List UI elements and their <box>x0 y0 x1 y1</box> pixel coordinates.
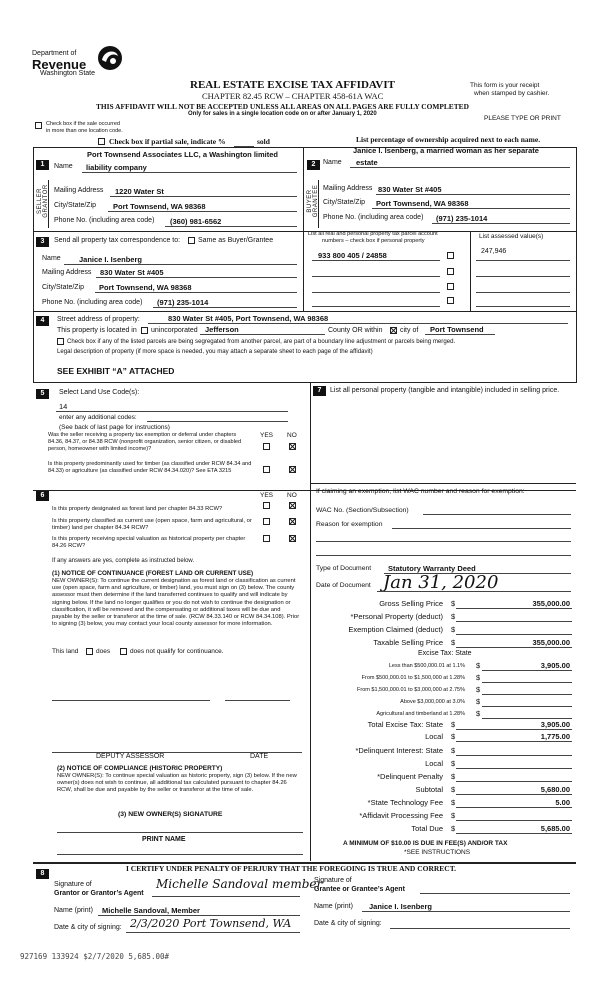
gross-label: Gross Selling Price <box>379 599 443 608</box>
delinq-interest-local-label: Local <box>425 759 443 768</box>
s6-no: NO <box>287 492 297 499</box>
total-state-value[interactable]: 3,905.00 <box>540 720 570 729</box>
seller-phone-label: Phone No. (including area code) <box>54 217 155 224</box>
buyer-mailing[interactable]: 830 Water St #405 <box>378 185 442 194</box>
page-title: REAL ESTATE EXCISE TAX AFFIDAVIT <box>190 79 395 91</box>
within-city-checkbox[interactable] <box>390 327 397 334</box>
grantee-date-city-line[interactable] <box>390 928 570 929</box>
assessed-line <box>476 260 570 261</box>
section-badge-3: 3 <box>36 237 49 247</box>
exhibit-note[interactable]: SEE EXHIBIT “A” ATTACHED <box>57 366 175 376</box>
grantor-date-city-underline <box>126 932 300 933</box>
tier4-label: Above $3,000,000 at 3.0% <box>400 699 465 705</box>
dor-swirl-icon <box>96 44 124 72</box>
dollar-sign: $ <box>476 673 481 682</box>
amount-line <box>456 807 572 808</box>
personal-property-checkbox-1[interactable] <box>447 252 454 259</box>
parcel-line <box>312 260 440 261</box>
does-not-label: does not qualify for continuance. <box>130 648 224 655</box>
total-due-value[interactable]: 5,685.00 <box>540 824 570 833</box>
parcel-header-1: List all real and personal property tax parcel account <box>308 231 438 237</box>
s3-phone[interactable]: (971) 235-1014 <box>157 298 209 307</box>
parcel-number[interactable]: 933 800 405 / 24858 <box>318 251 387 260</box>
s5-q1-yes-checkbox[interactable] <box>263 443 270 450</box>
seller-city-underline <box>108 211 297 212</box>
s3-city-underline <box>95 292 297 293</box>
county-label: County OR within <box>328 327 383 334</box>
total-due-label: Total Due <box>411 824 443 833</box>
only-for-line: Only for sales in a single location code on or after January 1, 2020 <box>188 111 377 117</box>
s3-city[interactable]: Port Townsend, WA 98368 <box>99 283 192 292</box>
personal-deduct-line[interactable] <box>456 621 572 622</box>
grantee-sig-label-2: Grantee or Grantee’s Agent <box>314 886 405 893</box>
grid-line <box>303 147 304 311</box>
parcel-line <box>312 292 440 293</box>
seller-mailing-label: Mailing Address <box>54 187 104 194</box>
s6-q3-no-checkbox[interactable] <box>289 535 296 542</box>
gross-value[interactable]: 355,000.00 <box>532 599 570 608</box>
buyer-name-line1[interactable]: Janice I. Isenberg, a married woman as her separate <box>353 146 539 155</box>
wac-label: WAC No. (Section/Subsection) <box>316 507 409 514</box>
wac-line[interactable] <box>423 514 571 515</box>
section-badge-1: 1 <box>36 160 49 170</box>
street-label: Street address of property: <box>57 316 140 323</box>
amount-line <box>456 794 572 795</box>
does-label: does <box>96 648 111 655</box>
partial-sold-label: sold <box>257 137 270 146</box>
multi-location-checkbox[interactable] <box>35 122 42 129</box>
assessed-line <box>476 292 570 293</box>
delinq-interest-state-line[interactable] <box>456 755 572 756</box>
grantee-sig-label-1: Signature of <box>314 877 352 884</box>
exemption-deduct-line[interactable] <box>456 634 572 635</box>
same-as-buyer-label: Same as Buyer/Grantee <box>198 237 274 244</box>
buyer-city-label: City/State/Zip <box>323 199 366 206</box>
logo-line3: Washington State <box>40 70 95 77</box>
dollar-sign: $ <box>451 759 456 768</box>
grantee-name[interactable]: Janice I. Isenberg <box>369 902 432 911</box>
additional-codes-label: enter any additional codes: <box>59 414 137 421</box>
dollar-sign: $ <box>451 638 456 647</box>
s3-mailing-underline <box>96 277 297 278</box>
s3-mailing[interactable]: 830 Water St #405 <box>100 268 164 277</box>
tier5-line[interactable] <box>482 718 572 719</box>
seller-phone-underline <box>165 226 297 227</box>
please-type: PLEASE TYPE OR PRINT <box>484 115 561 122</box>
grid-line <box>33 311 576 312</box>
dollar-sign: $ <box>451 732 456 741</box>
county-value[interactable]: Jefferson <box>205 325 239 334</box>
tier3-line[interactable] <box>482 694 572 695</box>
s6-q2-no-checkbox[interactable] <box>289 518 296 525</box>
ownership-note: List percentage of ownership acquired next to each name. <box>356 135 541 144</box>
grantor-signature-line <box>152 896 300 897</box>
unincorporated-label: unincorporated <box>151 327 198 334</box>
dollar-sign: $ <box>451 612 456 621</box>
dollar-sign: $ <box>476 709 481 718</box>
deputy-signature-line[interactable] <box>52 700 210 701</box>
s3-phone-label: Phone No. (including area code) <box>42 299 143 306</box>
doc-date-underline <box>377 591 571 592</box>
assessed-line <box>476 276 570 277</box>
doc-type-label: Type of Document <box>316 565 372 572</box>
grid-line <box>33 147 34 383</box>
doc-date-label: Date of Document <box>316 582 371 589</box>
personal-property-checkbox-3[interactable] <box>447 283 454 290</box>
subtotal-value[interactable]: 5,680.00 <box>540 785 570 794</box>
amount-line <box>456 741 572 742</box>
affidavit-fee-line[interactable] <box>456 820 572 821</box>
additional-codes-underline[interactable] <box>147 421 288 422</box>
tech-fee-label: *State Technology Fee <box>367 798 443 807</box>
excise-header: Excise Tax: State <box>418 650 472 657</box>
s5-q2-yes-checkbox[interactable] <box>263 466 270 473</box>
doc-date[interactable]: Jan 31, 2020 <box>383 572 499 593</box>
s3-city-label: City/State/Zip <box>42 284 85 291</box>
segregated-note: Check box if any of the listed parcels are being segregated from another parcel, are part of a boundary line adjustment or parcels being merged. <box>67 338 456 345</box>
parcel-header-2: numbers – check box if personal property <box>322 238 425 244</box>
delinq-interest-local-line[interactable] <box>456 768 572 769</box>
grantee-name-label: Name (print) <box>314 903 353 910</box>
dollar-sign: $ <box>476 661 481 670</box>
partial-sale-label: Check box if partial sale, indicate % <box>109 137 226 146</box>
section-badge-4: 4 <box>36 316 49 326</box>
amount-line <box>456 833 572 834</box>
dollar-sign: $ <box>451 720 456 729</box>
personal-deduct-label: *Personal Property (deduct) <box>350 612 443 621</box>
partial-sale-checkbox[interactable] <box>98 138 105 145</box>
grid-line <box>318 180 319 228</box>
section-badge-5: 5 <box>36 389 49 399</box>
seller-city[interactable]: Port Townsend, WA 98368 <box>113 202 206 211</box>
new-owner-signature-line[interactable] <box>57 832 303 833</box>
does-not-checkbox[interactable] <box>120 648 127 655</box>
new-owner-signature-label: (3) NEW OWNER(S) SIGNATURE <box>118 811 223 818</box>
if-yes-note: If any answers are yes, complete as instructed below. <box>52 558 195 564</box>
cashier-stamp: 927169 133924 $2/7/2020 5,685.00# <box>20 952 170 961</box>
county-underline <box>200 334 325 335</box>
s5-q2-no-checkbox[interactable] <box>289 466 296 473</box>
s5-yes: YES <box>260 432 274 439</box>
grantor-signature[interactable]: Michelle Sandoval member <box>156 877 323 891</box>
amount-line <box>482 670 572 671</box>
city-value[interactable]: Port Townsend <box>430 325 484 334</box>
dollar-sign: $ <box>451 824 456 833</box>
local-label: Local <box>425 732 443 741</box>
reason-label: Reason for exemption <box>316 521 383 528</box>
grantor-date-city-label: Date & city of signing: <box>54 924 122 931</box>
grid-line <box>33 231 576 232</box>
total-state-label: Total Excise Tax: State <box>367 720 443 729</box>
parcel-line <box>312 276 440 277</box>
grantor-name-label: Name (print) <box>54 907 93 914</box>
section-badge-6: 6 <box>36 491 49 501</box>
buyer-side-label: BUYER GRANTEE <box>307 184 319 218</box>
notice1-title: (1) NOTICE OF CONTINUANCE (FOREST LAND OR CURRENT USE) <box>52 570 254 577</box>
city-underline <box>425 334 495 335</box>
tier4-line[interactable] <box>482 706 572 707</box>
print-name-label: PRINT NAME <box>142 836 186 843</box>
seller-name-line2[interactable]: liability company <box>86 163 147 172</box>
dollar-sign: $ <box>451 772 456 781</box>
s6-q3-yes-checkbox[interactable] <box>263 535 270 542</box>
seller-side-label: SELLER GRANTOR <box>37 184 49 218</box>
same-as-buyer-checkbox[interactable] <box>188 237 195 244</box>
delinq-penalty-line[interactable] <box>456 781 572 782</box>
amount-line <box>456 729 572 730</box>
dollar-sign: $ <box>451 599 456 608</box>
buyer-mailing-label: Mailing Address <box>323 185 373 192</box>
amount-line <box>456 647 572 648</box>
grantee-name-underline <box>362 911 570 912</box>
print-name-line[interactable] <box>57 854 303 855</box>
delinq-interest-state-label: *Delinquent Interest: State <box>355 746 443 755</box>
land-use-underline <box>56 411 288 412</box>
street-underline <box>148 323 568 324</box>
buyer-city-underline <box>372 208 570 209</box>
grid-line <box>576 147 577 383</box>
grantor-date-city[interactable]: 2/3/2020 Port Townsend, WA <box>130 917 292 930</box>
grid-line <box>48 180 49 228</box>
tier5-label: Agricultural and timberland at 1.28% <box>376 711 465 717</box>
s5-question-1: Was the seller receiving a property tax exemption or deferral under chapters 84.36, 84.37, or 84.38 RCW (nonprofit organization, senior citizen, or disabled person, homeowner with limited income)? <box>48 432 242 452</box>
street-address[interactable]: 830 Water St #405, Port Townsend, WA 98368 <box>168 314 329 323</box>
seller-name-line1[interactable]: Port Townsend Associates LLC, a Washington limited <box>87 150 278 159</box>
amount-line <box>456 608 572 609</box>
seller-phone[interactable]: (360) 981-6562 <box>170 217 222 226</box>
section-badge-7: 7 <box>313 386 326 396</box>
warning-line: THIS AFFIDAVIT WILL NOT BE ACCEPTED UNLESS ALL AREAS ON ALL PAGES ARE FULLY COMPLETED <box>96 102 469 111</box>
seller-mailing[interactable]: 1220 Water St <box>115 187 164 196</box>
buyer-name-underline <box>350 167 570 168</box>
s5-no: NO <box>287 432 297 439</box>
grantor-name-underline <box>98 915 300 916</box>
minimum-note: A MINIMUM OF $10.00 IS DUE IN FEE(S) AND/OR TAX <box>343 840 508 847</box>
seller-name-underline <box>82 172 297 173</box>
seller-city-label: City/State/Zip <box>54 202 97 209</box>
tier3-label: From $1,500,000.01 to $3,000,000 at 2.75% <box>357 687 465 693</box>
see-back-note: (See back of last page for instructions) <box>59 424 170 431</box>
s3-name-label: Name <box>42 255 61 262</box>
s6-q1-no-checkbox[interactable] <box>289 502 296 509</box>
s6-q1-yes-checkbox[interactable] <box>263 502 270 509</box>
dollar-sign: $ <box>451 798 456 807</box>
personal-property-checkbox-4[interactable] <box>447 297 454 304</box>
chapter-line: CHAPTER 82.45 RCW – CHAPTER 458-61A WAC <box>202 91 384 101</box>
s6-question-2: Is this property classified as current use (open space, farm and agricultural, or timber) land per chapter 84.34 RCW? <box>52 518 252 531</box>
affidavit-fee-label: *Affidavit Processing Fee <box>359 811 443 820</box>
s5-question-2: Is this property predominantly used for timber (as classified under RCW 84.34 and 84.33) or agriculture (as classified under RCW 84.34.020)? See ETA 3215 <box>48 461 252 474</box>
section-badge-8: 8 <box>36 869 49 879</box>
grantor-name[interactable]: Michelle Sandoval, Member <box>102 906 200 915</box>
s3-mailing-label: Mailing Address <box>42 269 92 276</box>
grid-line <box>310 383 311 861</box>
assessed-line <box>476 306 570 307</box>
logo-line1: Department of <box>32 50 77 57</box>
grantor-sig-label-1: Signature of <box>54 881 92 888</box>
tier1-value[interactable]: 3,905.00 <box>540 661 570 670</box>
s6-q2-yes-checkbox[interactable] <box>263 518 270 525</box>
city-of-label: city of <box>400 327 419 334</box>
dollar-sign: $ <box>476 697 481 706</box>
multi-location-label: Check box if the sale occurred <box>46 121 120 127</box>
land-use-code[interactable]: 14 <box>59 402 68 411</box>
seller-mailing-underline <box>110 196 297 197</box>
buyer-phone-label: Phone No. (including area code) <box>323 214 424 221</box>
s6-yes: YES <box>260 492 274 499</box>
buyer-name-line2[interactable]: estate <box>356 158 378 167</box>
receipt-note-2: when stamped by cashier. <box>474 90 550 97</box>
deputy-label: DEPUTY ASSESSOR <box>96 753 165 760</box>
legal-note: Legal description of property (if more space is needed, you may attach a separate sheet to each page of the affidavit) <box>57 348 373 355</box>
grantee-signature-line[interactable] <box>420 893 570 894</box>
reason-line-3[interactable] <box>316 555 571 556</box>
buyer-phone-underline <box>432 223 570 224</box>
certify-line: I CERTIFY UNDER PENALTY OF PERJURY THAT THE FOREGOING IS TRUE AND CORRECT. <box>126 864 457 873</box>
taxable-label: Taxable Selling Price <box>373 638 443 647</box>
delinq-penalty-label: *Delinquent Penalty <box>377 772 443 781</box>
section-badge-2: 2 <box>307 160 320 170</box>
notice1-body: NEW OWNER(S): To continue the current designation as forest land or classification as current use (open space, farm and agriculture, or timber) land, you must sign on (3) below. The county assessor must then determine if the land transferred continues to qualify and will indicate by signing below. If the land no longer qualifies or you do not wish to continue the designation or classification, it will be removed and the compensating or additional taxes will be due and payable by the seller or transferor at the time of sale. (RCW 84.33.140 or RCW 84.34.108). Prior to signing (3) below, you may contact your local county assessor for more information. <box>52 578 300 628</box>
dollar-sign: $ <box>451 746 456 755</box>
reason-line[interactable] <box>392 528 571 529</box>
assessor-signature-line <box>52 752 302 753</box>
assessed-header: List assessed value(s) <box>479 233 544 240</box>
deputy-date-line[interactable] <box>225 700 290 701</box>
s3-phone-underline <box>153 307 297 308</box>
unincorporated-checkbox[interactable] <box>141 327 148 334</box>
s3-name-underline <box>64 264 297 265</box>
dollar-sign: $ <box>451 811 456 820</box>
receipt-note-1: This form is your receipt <box>470 82 540 89</box>
reason-line-2[interactable] <box>316 541 571 542</box>
seller-name-label: Name <box>54 163 73 170</box>
segregated-checkbox[interactable] <box>57 338 64 345</box>
buyer-phone[interactable]: (971) 235-1014 <box>436 214 488 223</box>
tier1-label: Less than $500,000.01 at 1.1% <box>388 663 465 669</box>
tech-fee-value[interactable]: 5.00 <box>555 798 570 807</box>
doc-type[interactable]: Statutory Warranty Deed <box>388 564 476 573</box>
tier2-label: From $500,000.01 to $1,500,000 at 1.28% <box>361 675 465 681</box>
logo-line2: Revenue <box>32 57 87 72</box>
grid-line <box>470 231 471 311</box>
see-instructions: *SEE INSTRUCTIONS <box>404 849 471 856</box>
grid-line <box>310 483 576 484</box>
grantor-sig-label-2: Grantor or Grantor’s Agent <box>54 890 144 897</box>
tier2-line[interactable] <box>482 682 572 683</box>
local-value[interactable]: 1,775.00 <box>540 732 570 741</box>
assessed-value[interactable]: 247,946 <box>481 248 507 255</box>
s6-question-1: Is this property designated as forest land per chapter 84.33 RCW? <box>52 506 223 512</box>
buyer-name-label: Name <box>323 159 342 166</box>
land-use-label: Select Land Use Code(s): <box>59 389 140 396</box>
send-correspondence-label: Send all property tax correspondence to: <box>54 237 181 244</box>
grid-line <box>33 382 576 383</box>
deputy-date-label: DATE <box>250 753 269 760</box>
parcel-line <box>312 306 440 307</box>
personal-property-note: List all personal property (tangible and intangible) included in selling price. <box>330 387 560 394</box>
exemption-label: If claiming an exemption, list WAC number and reason for exemption: <box>316 488 525 495</box>
subtotal-label: Subtotal <box>415 785 443 794</box>
exemption-deduct-label: Exemption Claimed (deduct) <box>348 625 443 634</box>
buyer-city[interactable]: Port Townsend, WA 98368 <box>376 199 469 208</box>
dollar-sign: $ <box>451 625 456 634</box>
does-checkbox[interactable] <box>86 648 93 655</box>
buyer-mailing-underline <box>376 194 570 195</box>
s3-name[interactable]: Janice I. Isenberg <box>79 255 142 264</box>
s6-question-3: Is this property receiving special valuation as historical property per chapter 84.26 RCW? <box>52 536 246 549</box>
dollar-sign: $ <box>451 785 456 794</box>
dollar-sign: $ <box>476 685 481 694</box>
grantee-date-city-label: Date & city of signing: <box>314 920 382 927</box>
multi-location-label-2: in more than one location code. <box>46 128 123 134</box>
this-land-label: This land <box>52 648 79 655</box>
notice2-title: (2) NOTICE OF COMPLIANCE (HISTORIC PROPERTY) <box>57 765 223 772</box>
notice2-body: NEW OWNER(S): To continue special valuation as historic property, sign (3) below. If the new owner(s) does not wish to continue, all additional tax calculated pursuant to chapter 84.26 RCW, shall be due and payable by the seller or transferor at the time of sale. <box>57 773 297 794</box>
taxable-value[interactable]: 355,000.00 <box>532 638 570 647</box>
located-label: This property is located in <box>57 327 137 334</box>
s5-q1-no-checkbox[interactable] <box>289 443 296 450</box>
personal-property-checkbox-2[interactable] <box>447 268 454 275</box>
